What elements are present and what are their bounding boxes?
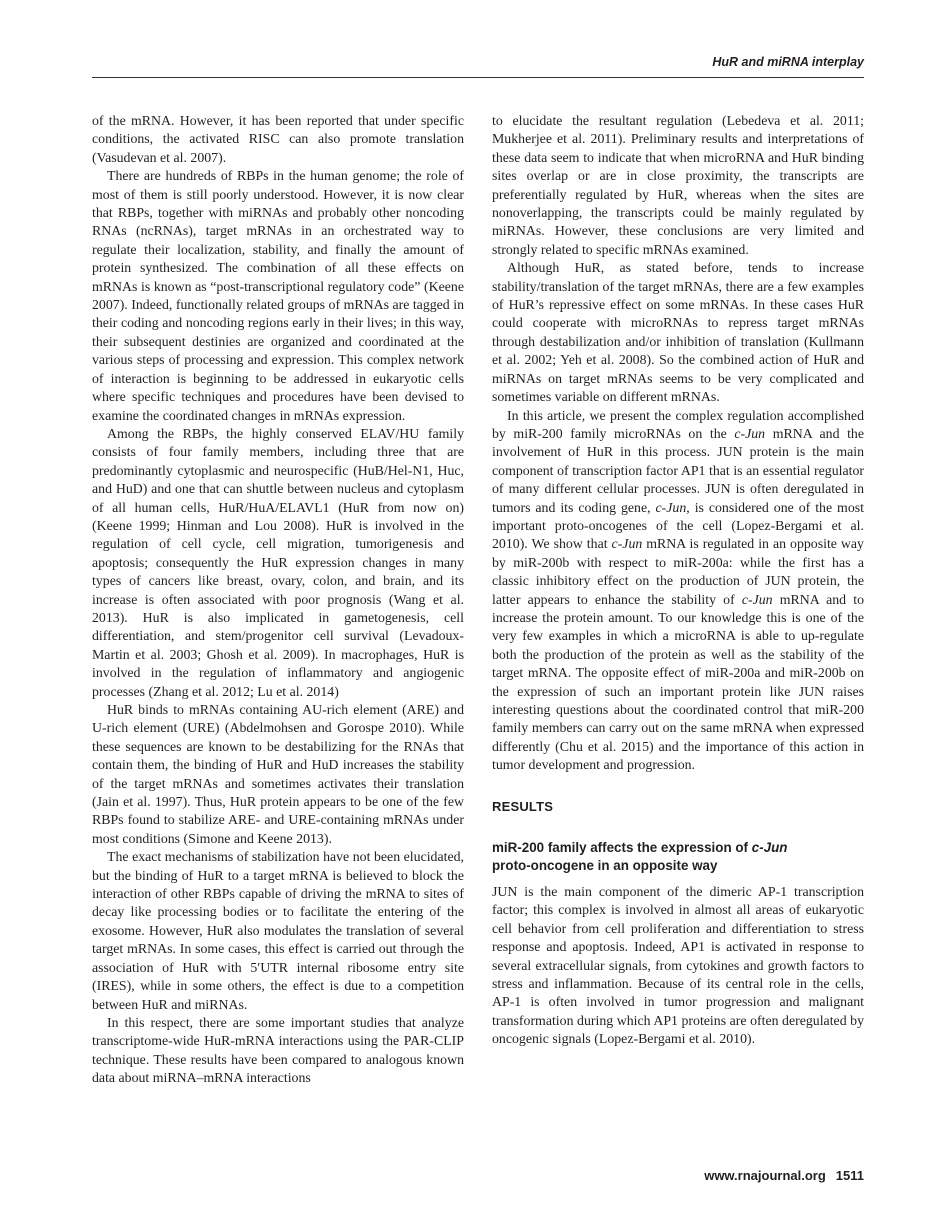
left-paragraph-5: The exact mechanisms of stabilization have not been elucidated, but the binding of HuR to a target mRNA is believed to block the interaction of other RBPs capable of driving the mRNA to sites of decay like processing bodies or to facilitate the entering of the exosome. However, HuR also modulates the translation of several target mRNAs. In some cases, this effect is carried out through the association of HuR with 5′UTR internal ribosome entry site (IRES), while in some others, the effect is due to a competition between HuR and miRNAs. [92, 849, 464, 1012]
left-paragraph-3: Among the RBPs, the highly conserved ELAV/HU family consists of four family members, including three that are predominantly cytoplasmic and neurospecific (HuB/Hel-N1, Huc, and HuD) and one that can shuttle between nucleus and cytoplasm of all human cells, HuR/HuA/ELAVL1 (HuR from now on) (Keene 1999; Hinman and Lou 2008). HuR is involved in the regulation of cell cycle, cell migration, tumorigenesis and apoptosis; consequently the HuR expression changes in many types of cancers like breast, ovary, colon, and brain, and its increase is often associated with poor prognosis (Wang et al. 2013). HuR is also implicated in gametogenesis, cell differentiation, and stem/progenitor cell survival (Levadoux-Martin et al. 2003; Ghosh et al. 2009). In macrophages, HuR is involved in the regulation of inflammatory and angiogenic processes (Zhang et al. 2012; Lu et al. 2014) [92, 425, 464, 699]
page-footer [704, 1168, 864, 1183]
subsection-gene-name: c-Jun [751, 840, 788, 856]
right-paragraph-2: Although HuR, as stated before, tends to increase stability/translation of the target mRNAs, there are a few examples of HuR’s repressive effect on some mRNAs. In these cases HuR could cooperate with microRNAs to repress target mRNAs through destabilization and/or inhibition of translation (Kullmann et al. 2002; Yeh et al. 2008). So the combined action of HuR and miRNAs on target mRNAs seems to be very complicated and sometimes variable on different mRNAs. [492, 260, 864, 405]
text-run: , is considered one of the most important proto-oncogenes of the cell (Lopez-Bergami et al. 2010). We show that [492, 499, 864, 552]
subsection-text: proto-oncogene in an opposite way [492, 857, 718, 873]
text-run: mRNA and the involvement of HuR in this process. JUN protein is the main component of transcription factor AP1 that is an essential regulator of many different cellular processes. JUN is often deregulated in tumors and its coding gene, [492, 425, 864, 515]
header-rule [92, 77, 864, 78]
journal-url: www.rnajournal.org [704, 1168, 826, 1183]
gene-name: c-Jun [611, 536, 643, 552]
subsection-text: miR-200 family affects the expression of [492, 840, 752, 856]
right-column [492, 112, 864, 1049]
right-paragraph-3 [492, 407, 864, 775]
page-number: 1511 [835, 1168, 864, 1183]
right-paragraph-1: to elucidate the resultant regulation (Lebedeva et al. 2011; Mukherjee et al. 2011). Preliminary results and interpretations of these data seem to indicate that when microRNA and HuR binding sites overlap or are in close proximity, the transcripts are preferentially regulated by HuR, whereas when the sites are nonoverlapping, the transcripts could be mainly regulated by miRNAs. However, these conclusions are very limited and strongly related to specific mRNAs examined. [492, 113, 864, 257]
section-heading-results: RESULTS [492, 798, 554, 814]
text-run: In this article, we present the complex regulation accomplished by miR-200 family microRNAs on the [492, 407, 864, 441]
left-paragraph-1: of the mRNA. However, it has been reported that under specific conditions, the activated RISC can also promote translation (Vasudevan et al. 2007). [92, 113, 464, 165]
left-column [92, 112, 464, 1088]
text-run: mRNA and to increase the protein amount. To our knowledge this is one of the very few examples in which a microRNA is able to up-regulate both the production of the protein as well as the stability of the target mRNA. The opposite effect of miR-200a and miR-200b on the expression of such an important protein like JUN raises interesting questions about the coordinated control that miR-200 family members can carry out on the same mRNA when expressed differently (Chu et al. 2015) and the importance of this action in tumor development and progression. [492, 591, 864, 773]
left-paragraph-4: HuR binds to mRNAs containing AU-rich element (ARE) and U-rich element (URE) (Abdelmohsen and Gorospe 2010). While these sequences are known to be destabilizing for the RNAs that contain them, the binding of HuR and HuD increases the stability of the target mRNAs and sometimes activates their translation (Jain et al. 1997). Thus, HuR protein appears to be one of the few RBPs found to stabilize ARE- and URE-containing mRNAs under most conditions (Simone and Keene 2013). [92, 702, 464, 846]
left-paragraph-6: In this respect, there are some important studies that analyze transcriptome-wide HuR-mRNA interactions using the PAR-CLIP technique. These results have been compared to analogous known data about miRNA–mRNA interactions [92, 1014, 464, 1086]
right-paragraph-4: JUN is the main component of the dimeric AP-1 transcription factor; this complex is involved in almost all areas of eukaryotic cell behavior from cell proliferation and differentiation to stress response and apoptosis. Indeed, AP1 is activated in response to several extracellular signals, from cytokines and growth factors to stress and inflammation. Because of its central role in the cells, AP-1 is often involved in tumor progression and malignant transformation during which AP1 proteins are often deregulated by oncogenic signals (Lopez-Bergami et al. 2010). [492, 884, 864, 1047]
gene-name: c-Jun [734, 425, 766, 441]
gene-name: c-Jun [741, 591, 773, 607]
subsection-heading [492, 839, 864, 874]
text-run: mRNA is regulated in an opposite way by miR-200b with respect to miR-200a: while the first has a classic inhibitory effect on the production of JUN protein, the latter appears to enhance the stability of [492, 536, 864, 607]
left-paragraph-2: There are hundreds of RBPs in the human genome; the role of most of them is still poorly understood. However, it is now clear that RBPs, together with miRNAs and probably other noncoding RNAs (ncRNAs), target mRNAs in an orchestrated way to regulate their localization, stability, and finally the amount of protein synthesized. The combination of all these effects on mRNAs is known as “post-transcriptional regulatory code” (Keene 2007). Indeed, functionally related groups of mRNAs are tagged in their coding and noncoding regions early in their lives; in this way, their subsequent destinies are organized and coordinated at the various steps of processing and expression. This complex network of interaction is beginning to be addressed in eukaryotic cells where specific techniques and procedures have been devised to examine the coordinated changes in mRNAs expression. [92, 168, 464, 423]
running-head: HuR and miRNA interplay [712, 55, 864, 69]
gene-name: c-Jun [655, 499, 687, 515]
